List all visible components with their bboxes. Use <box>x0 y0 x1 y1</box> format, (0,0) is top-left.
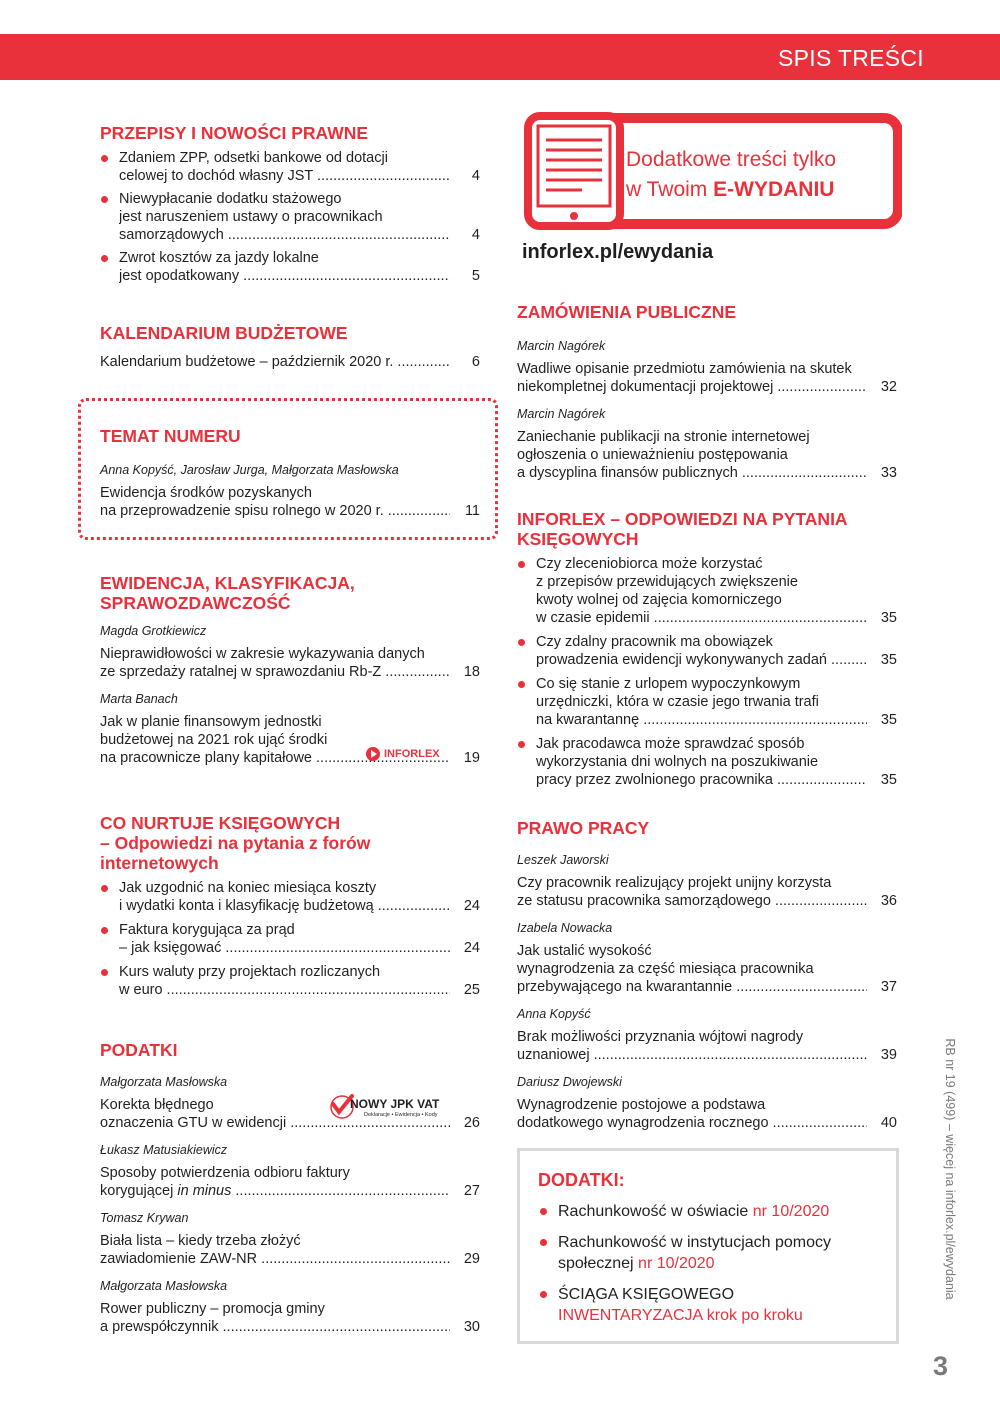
side-issue-label <box>940 1020 960 1320</box>
play-icon <box>366 747 380 761</box>
toc-entry[interactable] <box>517 942 897 996</box>
dodatek-issue: nr 10/2020 <box>638 1255 715 1272</box>
page-number: 37 <box>880 979 897 995</box>
entry-line: na kwarantannę ..... <box>536 711 867 729</box>
toc-entry[interactable] <box>100 190 480 244</box>
toc-entry[interactable] <box>100 963 480 999</box>
entry-line: Kurs waluty przy projektach rozliczanych <box>119 964 381 980</box>
right-column <box>517 302 897 1142</box>
e-wydania-link[interactable]: inforlex.pl/ewydania <box>522 241 714 263</box>
entry-line: dodatkowego wynagrodzenia rocznego ..... <box>517 1114 867 1132</box>
entry-line: wykorzystania dni wolnych na poszukiwanie <box>536 754 819 770</box>
entry-line: Czy zleceniobiorca może korzystać <box>536 556 763 572</box>
jpk-logo-main: NOWY JPK VAT <box>350 1097 440 1111</box>
author: Leszek Jaworski <box>517 853 609 867</box>
section-kalendarium <box>100 323 480 371</box>
entry-line: – jak księgować ..... <box>119 939 450 957</box>
section-heading: TEMAT NUMERU <box>100 426 241 446</box>
page-number: 36 <box>880 893 897 909</box>
toc-entry[interactable] <box>100 149 480 185</box>
dodatek-item[interactable] <box>538 1232 888 1274</box>
author: Małgorzata Masłowska <box>100 1075 228 1089</box>
section-heading: KALENDARIUM BUDŻETOWE <box>100 323 348 343</box>
entry-line: na przeprowadzenie spisu rolnego w 2020 r. ..... <box>100 502 450 520</box>
section-heading: internetowych <box>100 853 219 873</box>
page-number: 39 <box>880 1047 897 1063</box>
toc-entry[interactable] <box>517 633 897 669</box>
author: Małgorzata Masłowska <box>100 1279 228 1293</box>
entry-line: Jak ustalić wysokość <box>517 943 652 959</box>
entry-line: Sposoby potwierdzenia odbioru faktury <box>100 1165 350 1181</box>
entry-line: przebywającego na kwarantannie ..... <box>517 978 867 996</box>
toc-entry[interactable] <box>517 675 897 729</box>
author: Magda Grotkiewicz <box>100 624 207 638</box>
dodatki-heading: DODATKI: <box>538 1170 625 1190</box>
entry-line: Rower publiczny – promocja gminy <box>100 1301 325 1317</box>
italic-text: in minus <box>177 1183 232 1199</box>
toc-entry[interactable] <box>100 1164 480 1200</box>
entry-line: ogłoszenia o unieważnieniu postępowania <box>517 447 788 463</box>
e-wydanie-promo <box>522 112 902 230</box>
section-przepisy <box>100 123 480 285</box>
section-heading: CO NURTUJE KSIĘGOWYCH <box>100 813 341 833</box>
jpk-vat-logo <box>330 1094 448 1120</box>
toc-entry[interactable] <box>517 735 897 789</box>
entry-line: na pracownicze plany kapitałowe ..... <box>100 749 450 767</box>
temat-numeru-frame <box>78 398 498 540</box>
entry-line: Ewidencja środków pozyskanych <box>100 485 312 501</box>
entry-line: prowadzenia ewidencji wykonywanych zadań ..... <box>536 651 867 669</box>
dodatek-title: społecznej <box>558 1255 639 1272</box>
entry-line: Brak możliwości przyznania wójtowi nagrody <box>517 1029 804 1045</box>
entry-line: kwoty wolnej od zajęcia komorniczego <box>536 592 782 608</box>
entry-line: urzędniczki, która w czasie jego trwania trafi <box>536 694 819 710</box>
page-number: 25 <box>463 982 480 998</box>
entry-line: jest naruszeniem ustawy o pracownikach <box>119 209 383 225</box>
section-heading: PRZEPISY I NOWOŚCI PRAWNE <box>100 123 369 143</box>
section-heading: – Odpowiedzi na pytania z forów <box>100 833 371 853</box>
page-number: 11 <box>464 503 480 519</box>
page-number: 24 <box>463 940 480 956</box>
entry-line: wynagrodzenia za część miesiąca pracownika <box>517 961 814 977</box>
dodatek-issue: nr 10/2020 <box>752 1203 830 1220</box>
section-inforlex <box>517 509 897 789</box>
entry-line: Jak uzgodnić na koniec miesiąca koszty <box>119 880 377 896</box>
toc-entry[interactable] <box>100 645 480 681</box>
page-number: 30 <box>463 1319 480 1335</box>
page-number: 35 <box>880 772 897 788</box>
toc-entry[interactable] <box>517 555 897 627</box>
toc-entry[interactable] <box>100 1300 480 1336</box>
dodatek-title: ŚCIĄGA KSIĘGOWEGO <box>558 1286 735 1303</box>
dodatek-item[interactable] <box>538 1284 888 1326</box>
promo-line2a: w Twoim <box>626 178 714 201</box>
entry-line: Korekta błędnego <box>100 1097 214 1113</box>
page-number: 18 <box>463 664 480 680</box>
entry-line: pracy przez zwolnionego pracownika ..... <box>536 771 867 789</box>
toc-entry[interactable] <box>517 1096 897 1132</box>
entry-line: Jak w planie finansowym jednostki <box>100 714 322 730</box>
entry-line: ze sprzedaży ratalnej w sprawozdaniu Rb-Z ..... <box>100 663 450 681</box>
entry-line: Zwrot kosztów za jazdy lokalne <box>119 250 319 266</box>
section-podatki <box>100 1040 480 1336</box>
page-number: 4 <box>471 168 480 184</box>
jpk-logo-sub: Deklaracje • Ewidencja • Kody <box>364 1112 438 1118</box>
entry-line: Niewypłacanie dodatku stażowego <box>119 191 342 207</box>
promo-line2b: E-WYDANIU <box>713 178 835 201</box>
page-number: 6 <box>471 354 480 370</box>
entry-line: Jak pracodawca może sprawdzać sposób <box>536 736 805 752</box>
section-prawo-pracy <box>517 818 897 1132</box>
entry-line: i wydatki konta i klasyfikację budżetową ..... <box>119 897 450 915</box>
toc-entry[interactable] <box>517 360 897 396</box>
page-number: 4 <box>471 227 480 243</box>
page-number: 27 <box>463 1183 480 1199</box>
promo-line1: Dodatkowe treści tylko <box>626 148 837 171</box>
entry-line: korygującej in minus ..... <box>100 1182 450 1200</box>
page-number: 35 <box>880 610 897 626</box>
toc-entry[interactable] <box>100 249 480 285</box>
section-heading: ZAMÓWIENIA PUBLICZNE <box>517 302 737 322</box>
entry-line: a prewspółczynnik ..... <box>100 1318 450 1336</box>
dodatek-subtitle: INWENTARYZACJA krok po kroku <box>558 1307 803 1324</box>
entry-line: Zaniechanie publikacji na stronie internetowej <box>517 429 810 445</box>
page-number: 19 <box>463 750 480 766</box>
toc-entry[interactable] <box>100 879 480 915</box>
author: Marcin Nagórek <box>517 407 606 421</box>
entry-line: Czy pracownik realizujący projekt unijny korzysta <box>517 875 832 891</box>
entry-line: Wadliwe opisanie przedmiotu zamówienia na skutek <box>517 361 852 377</box>
entry-line: celowej to dochód własny JST ..... <box>119 167 450 185</box>
page-title: SPIS TREŚCI <box>777 45 924 71</box>
section-co-nurtuje <box>100 813 480 999</box>
author: Anna Kopyść, Jarosław Jurga, Małgorzata Masłowska <box>100 463 399 477</box>
page-number: 5 <box>471 268 480 284</box>
entry-line: Faktura korygująca za prąd <box>119 922 295 938</box>
page-number: 26 <box>463 1115 480 1131</box>
inforlex-logo <box>366 745 440 763</box>
entry-line: uznaniowej ..... <box>517 1046 867 1064</box>
dodatek-title: Rachunkowość w instytucjach pomocy <box>558 1234 832 1251</box>
author: Anna Kopyść <box>517 1007 591 1021</box>
page-number: 35 <box>880 652 897 668</box>
toc-entry[interactable] <box>100 1232 480 1268</box>
page-number: 24 <box>463 898 480 914</box>
entry-line: Nieprawidłowości w zakresie wykazywania danych <box>100 646 425 662</box>
entry-line: Co się stanie z urlopem wypoczynkowym <box>536 676 801 692</box>
entry-line: ze statusu pracownika samorządowego ..... <box>517 892 867 910</box>
section-ewidencja <box>100 573 480 767</box>
page-number: 29 <box>463 1251 480 1267</box>
entry-line: jest opodatkowany ..... <box>119 267 450 285</box>
author: Marcin Nagórek <box>517 339 606 353</box>
section-heading: EWIDENCJA, KLASYFIKACJA, <box>100 573 355 593</box>
section-heading: INFORLEX – ODPOWIEDZI NA PYTANIA <box>517 509 848 529</box>
svg-text:w Twoim E-WYDANIU <box>625 178 834 201</box>
section-heading: SPRAWOZDAWCZOŚĆ <box>100 593 291 613</box>
entry-line: w euro ..... <box>119 981 450 999</box>
section-heading: PRAWO PRACY <box>517 818 650 838</box>
entry-line: oznaczenia GTU w ewidencji ..... <box>100 1114 450 1132</box>
entry-line: samorządowych ..... <box>119 226 450 244</box>
page-number: 40 <box>880 1115 897 1131</box>
toc-entry[interactable] <box>517 1028 897 1064</box>
entry-line: Zdaniem ZPP, odsetki bankowe od dotacji <box>119 150 388 166</box>
author: Dariusz Dwojewski <box>517 1075 622 1089</box>
page-number: 32 <box>880 379 897 395</box>
toc-entry[interactable] <box>100 353 480 371</box>
author: Marta Banach <box>100 692 178 706</box>
toc-entry[interactable] <box>517 874 897 910</box>
issue-text: RB nr 19 (499) – więcej na inforlex.pl/ewydania <box>943 1038 957 1300</box>
entry-line: a dyscyplina finansów publicznych ..... <box>517 464 867 482</box>
entry-line: budżetowej na 2021 rok ująć środki <box>100 732 328 748</box>
entry-line: z przepisów przewidujących zwiększenie <box>536 574 798 590</box>
entry-line: w czasie epidemii ..... <box>536 609 867 627</box>
page-number: 33 <box>880 465 897 481</box>
toc-entry[interactable] <box>517 428 897 482</box>
toc-entry[interactable] <box>100 921 480 957</box>
inforlex-logo-text: INFORLEX <box>384 748 440 760</box>
entry-line: zawiadomienie ZAW-NR ..... <box>100 1250 450 1268</box>
page-number-footer: 3 <box>933 1351 949 1381</box>
author: Łukasz Matusiakiewicz <box>100 1143 228 1157</box>
author: Tomasz Krywan <box>100 1211 189 1225</box>
entry-line: Czy zdalny pracownik ma obowiązek <box>536 634 773 650</box>
left-column <box>100 123 480 1353</box>
page-number: 35 <box>880 712 897 728</box>
header-bar <box>0 34 1000 80</box>
dodatki-box <box>517 1148 899 1344</box>
entry-line: Kalendarium budżetowe – październik 2020 r. ..... <box>100 353 450 371</box>
entry-line: niekompletnej dokumentacji projektowej ..... <box>517 378 867 396</box>
author: Izabela Nowacka <box>517 921 613 935</box>
section-heading: PODATKI <box>100 1040 178 1060</box>
dodatek-item[interactable] <box>538 1201 888 1222</box>
dodatek-title: Rachunkowość w oświacie <box>558 1203 753 1220</box>
section-zamowienia <box>517 302 897 482</box>
entry-line: Wynagrodzenie postojowe a podstawa <box>517 1097 766 1113</box>
entry-line: Biała lista – kiedy trzeba złożyć <box>100 1233 301 1249</box>
section-heading: KSIĘGOWYCH <box>517 529 639 549</box>
